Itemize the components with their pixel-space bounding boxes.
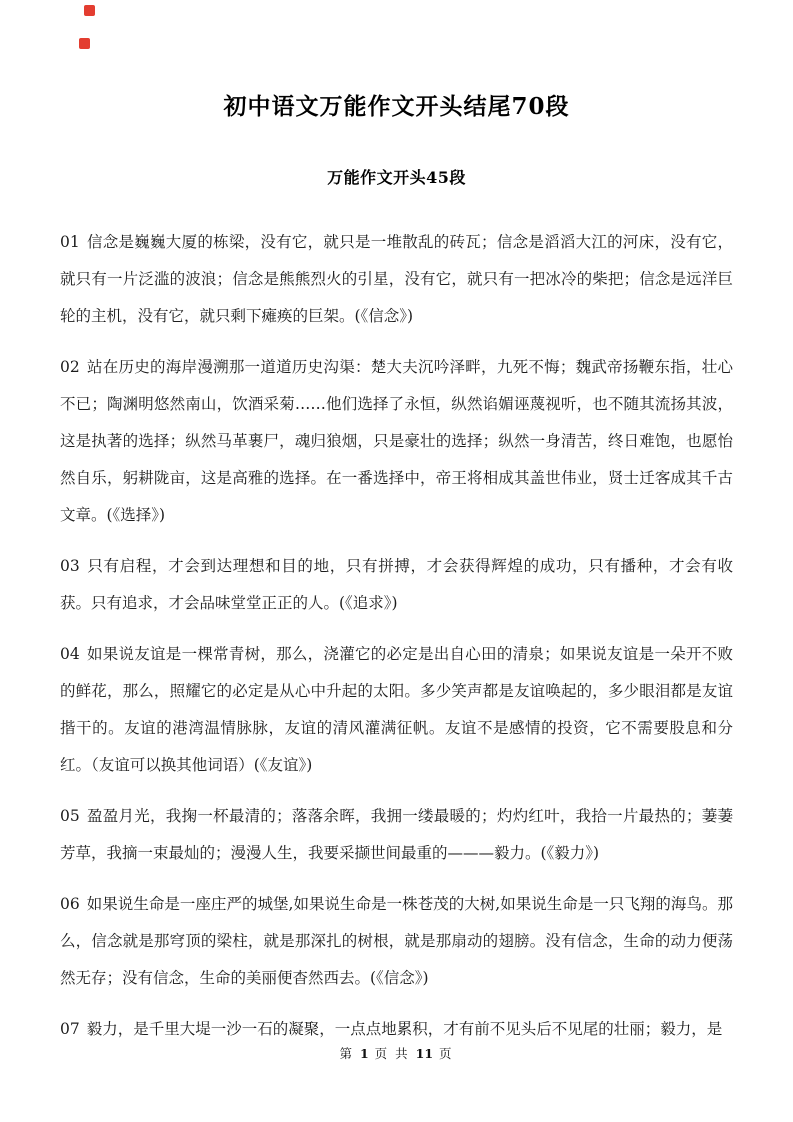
red-mark-icon bbox=[79, 38, 90, 49]
paragraph-text: 站在历史的海岸漫溯那一道道历史沟渠：楚大夫沉吟泽畔，九死不悔；魏武帝扬鞭东指，壮心不已；陶渊明悠然南山，饮酒采菊……他们选择了永恒，纵然谄媚诬蔑视听，也不随其流扬其波，这是执著的选择；纵然马革裹尸，魂归狼烟，只是豪壮的选择；纵然一身清苦，终日难饱，也愿怡然自乐，躬耕陇亩，这是高雅的选择。在一番选择中，帝王将相成其盖世伟业，贤士迁客成其千古文章。(《选择》) bbox=[60, 358, 733, 524]
footer-label: 页 bbox=[439, 1046, 454, 1061]
paragraph-text: 如果说生命是一座庄严的城堡,如果说生命是一株苍茂的大树,如果说生命是一只飞翔的海鸟。那么，信念就是那穹顶的梁柱，就是那深扎的树根，就是那扇动的翅膀。没有信念，生命的动力便荡然无存；没有信念，生命的美丽便杳然西去。(《信念》) bbox=[60, 895, 733, 987]
paragraph-text: 毅力，是千里大堤一沙一石的凝聚，一点点地累积，才有前不见头后不见尾的壮丽；毅力，是 bbox=[86, 1020, 723, 1038]
paragraph-number: 03 bbox=[60, 557, 80, 575]
essay-paragraph bbox=[60, 224, 733, 335]
footer-label: 第 bbox=[339, 1046, 354, 1061]
essay-paragraph bbox=[60, 349, 733, 534]
document-body bbox=[0, 188, 793, 1048]
footer-page-number: 1 bbox=[359, 1046, 369, 1061]
red-mark-icon bbox=[84, 5, 95, 16]
paragraph-number: 01 bbox=[60, 233, 80, 251]
paragraph-number: 04 bbox=[60, 645, 80, 663]
essay-paragraph bbox=[60, 636, 733, 784]
paragraph-number: 05 bbox=[60, 807, 80, 825]
essay-paragraph bbox=[60, 548, 733, 622]
paragraph-text: 如果说友谊是一棵常青树，那么，浇灌它的必定是出自心田的清泉；如果说友谊是一朵开不败的鲜花，那么，照耀它的必定是从心中升起的太阳。多少笑声都是友谊唤起的，多少眼泪都是友谊揩干的。友谊的港湾温情脉脉，友谊的清风灌满征帆。友谊不是感情的投资，它不需要股息和分红。（友谊可以换其他词语）(《友谊》) bbox=[60, 645, 733, 774]
essay-paragraph bbox=[60, 1011, 733, 1048]
paragraph-number: 07 bbox=[60, 1020, 80, 1038]
section-heading: 万能作文开头45段 bbox=[327, 168, 466, 187]
paragraph-number: 06 bbox=[60, 895, 80, 913]
paragraph-text: 盈盈月光，我掬一杯最清的；落落余晖，我拥一缕最暖的；灼灼红叶，我拾一片最热的；萋萋芳草，我摘一束最灿的；漫漫人生，我要采撷世间最重的———毅力。(《毅力》) bbox=[60, 807, 733, 862]
paragraph-text: 只有启程，才会到达理想和目的地，只有拼搏，才会获得辉煌的成功，只有播种，才会有收获。只有追求，才会品味堂堂正正的人。(《追求》) bbox=[60, 557, 733, 612]
essay-paragraph bbox=[60, 886, 733, 997]
footer-total-pages: 11 bbox=[415, 1046, 434, 1061]
essay-paragraph bbox=[60, 798, 733, 872]
footer-label: 页 共 bbox=[374, 1046, 410, 1061]
page-title: 初中语文万能作文开头结尾70段 bbox=[223, 93, 570, 120]
paragraph-number: 02 bbox=[60, 358, 80, 376]
page-footer bbox=[0, 1046, 793, 1062]
paragraph-text: 信念是巍巍大厦的栋梁，没有它，就只是一堆散乱的砖瓦；信念是滔滔大江的河床，没有它，就只有一片泛滥的波浪；信念是熊熊烈火的引星，没有它，就只有一把冰冷的柴把；信念是远洋巨轮的主机，没有它，就只剩下瘫痪的巨架。(《信念》) bbox=[60, 233, 733, 325]
